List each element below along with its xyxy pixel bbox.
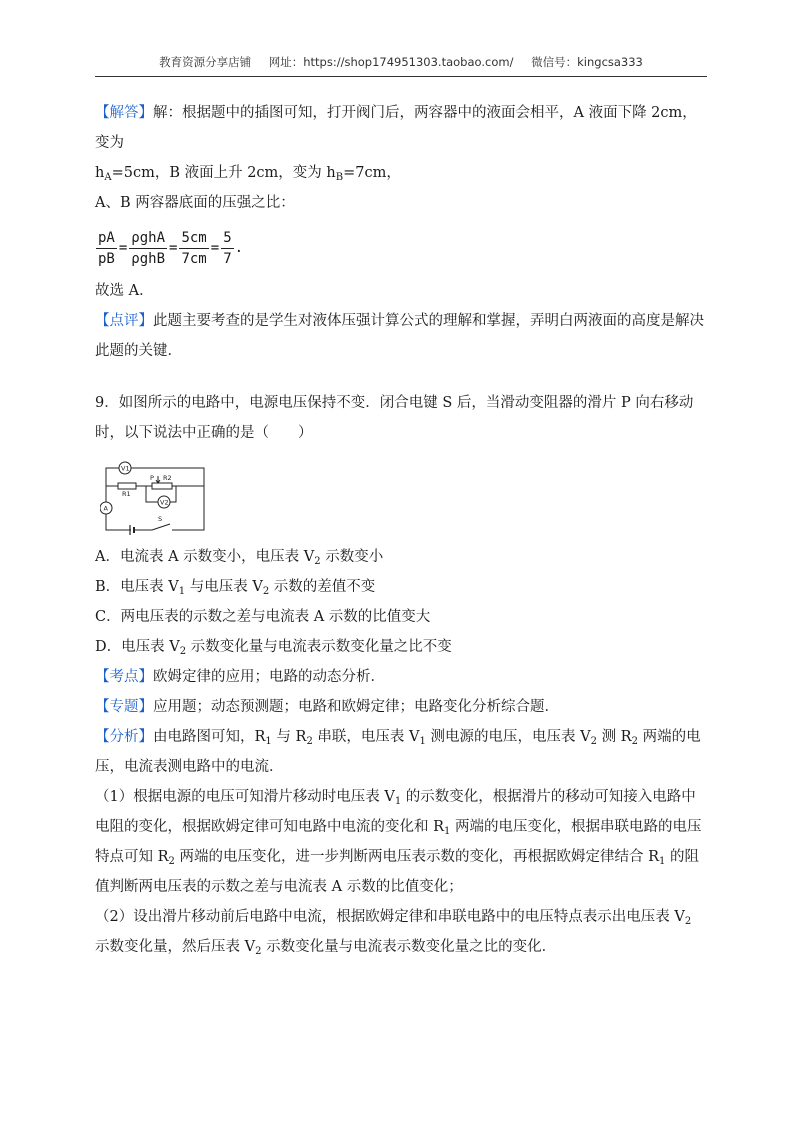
- analysis-part-2: [95, 902, 707, 962]
- subscript: 1: [265, 736, 272, 747]
- option-c: C．两电压表的示数之差与电流表 A 示数的比值变大: [95, 609, 431, 625]
- denominator: 7: [223, 250, 232, 267]
- subscript: 2: [168, 856, 175, 867]
- equals-sign: =: [210, 240, 220, 256]
- fenxi-text: [95, 729, 701, 775]
- subscript: 1: [444, 826, 451, 837]
- s-label: S: [158, 515, 163, 523]
- q8-answer-line-2: [95, 158, 707, 188]
- answer-tag: 【解答】: [95, 105, 153, 121]
- fraction: [96, 228, 117, 269]
- kaodian-text: 欧姆定律的应用；电路的动态分析．: [153, 669, 385, 685]
- document-body: [95, 98, 707, 962]
- circuit-wire: [103, 468, 204, 530]
- equals-sign: =: [169, 240, 178, 256]
- kaodian: [95, 662, 707, 692]
- v2-label: V2: [160, 498, 169, 507]
- numerator: pA: [96, 228, 117, 249]
- page-header: [95, 52, 707, 77]
- fraction: [129, 228, 167, 269]
- subscript: 2: [590, 736, 597, 747]
- zhuanti-text: 应用题；动态预测题；电路和欧姆定律；电路变化分析综合题．: [153, 699, 559, 715]
- fraction: [179, 228, 208, 269]
- option-d: D．电压表 $V_2$ 示数变化量与电流表示数变化量之比不变: [95, 639, 452, 657]
- slider-p-label: P: [150, 474, 154, 482]
- fenxi-text-run: 由电路图可知，R: [153, 729, 266, 745]
- q8-answer-line-1: [95, 98, 707, 158]
- answer-text: =7cm，: [343, 165, 401, 181]
- a-label: A: [103, 504, 108, 513]
- fenxi-text-run: 与 R: [271, 729, 307, 745]
- denominator: 7cm: [181, 250, 207, 267]
- v1-label: V1: [121, 464, 130, 473]
- fenxi: [95, 722, 707, 782]
- fenxi-text-run: 测 R: [596, 729, 632, 745]
- analysis-text-run: （2）设出滑片移动前后电路中电流，根据欧姆定律和串联电路中的电压特点表示出电压表 V: [95, 909, 685, 925]
- analysis-text-run: 两端的电压变化，进一步判断两电压表示数的变化，再根据欧姆定律结合 R: [174, 849, 660, 865]
- fenxi-text-run: 测电源的电压，电压表 V: [425, 729, 591, 745]
- analysis-text-run: 的阻值判断两电压表的示数之差与电流表 A 示数的比值变化；: [95, 849, 700, 895]
- q8-comment: [95, 306, 707, 366]
- pressure-ratio-formula: [95, 222, 707, 274]
- r1-label: R1: [122, 490, 131, 498]
- comment-tag: 【点评】: [95, 313, 153, 329]
- subscript: B: [335, 172, 344, 183]
- analysis-text-run: 的示数变化，根据滑片的移动可知接入电路中电阻的变化，根据欧姆定律可知电路中电流的变化和 R: [95, 789, 696, 835]
- denominator: pB: [98, 250, 115, 267]
- fenxi-text-run: 两端的电压，电流表测电路中的电流．: [95, 729, 701, 775]
- subscript: 1: [394, 796, 402, 807]
- option-a: A．电流表 A 示数变小，电压表 $V_2$ 示数变小: [95, 549, 384, 567]
- numerator: 5cm: [179, 228, 208, 249]
- subscript: 1: [419, 736, 426, 747]
- subscript: 2: [306, 736, 313, 747]
- circuit-diagram: [100, 456, 210, 536]
- zhuanti-tag: 【专题】: [95, 699, 153, 715]
- subscript: A: [104, 172, 112, 183]
- answer-text: 解：根据题中的插图可知，打开阀门后，两容器中的液面会相平，A 液面下降 2cm，变为: [95, 105, 697, 151]
- subscript: 2: [631, 736, 638, 747]
- header-wechat: 微信号：kingcsa333: [531, 55, 643, 69]
- fraction: [221, 228, 233, 269]
- numerator: ρghA: [129, 228, 167, 249]
- zhuanti: [95, 692, 707, 722]
- q8-choice: 故选 A．: [95, 283, 154, 299]
- r2-label: R2: [163, 474, 172, 482]
- comment-text: 此题主要考查的是学生对液体压强计算公式的理解和掌握，弄明白两液面的高度是解决此题的关键．: [95, 313, 704, 359]
- h-symbol: h: [95, 165, 105, 181]
- resistor-r1-icon: [118, 483, 136, 489]
- header-url: 网址：https://shop174951303.taobao.com/: [268, 55, 514, 69]
- fenxi-text-run: 串联，电压表 V: [312, 729, 420, 745]
- q9-stem: 9．如图所示的电路中，电源电压保持不变．闭合电键 S 后，当滑动变阻器的滑片 P 向右移动时，以下说法中正确的是（ ）: [95, 395, 694, 441]
- option-b: B．电压表 $V_1$ 与电压表 $V_2$ 示数的差值不变: [95, 579, 376, 597]
- analysis-part-1: [95, 782, 707, 902]
- subscript: 2: [255, 946, 262, 957]
- fenxi-tag: 【分析】: [95, 729, 153, 745]
- analysis-text-run: （1）根据电源的电压可知滑片移动时电压表 V: [95, 789, 395, 805]
- header-shop: 教育资源分享店铺: [159, 55, 252, 69]
- analysis-text-run: 两端的电压变化，根据串联电路的电压特点可知 R: [95, 819, 702, 865]
- subscript: 1: [659, 856, 666, 867]
- subscript: 2: [684, 916, 692, 927]
- numerator: 5: [221, 228, 233, 249]
- analysis-text-run: 示数变化量，然后压表 V: [95, 939, 256, 955]
- rheostat-r2-icon: [152, 483, 172, 489]
- analysis-text-run: 示数变化量与电流表示数变化量之比的变化．: [261, 939, 557, 955]
- denominator: ρghB: [131, 250, 166, 267]
- period: .: [234, 240, 244, 256]
- equals-sign: =: [118, 240, 128, 256]
- answer-text: =5cm，B 液面上升 2cm，变为 h: [111, 165, 336, 181]
- q8-answer-line-3: A、B 两容器底面的压强之比：: [95, 195, 295, 211]
- kaodian-tag: 【考点】: [95, 669, 153, 685]
